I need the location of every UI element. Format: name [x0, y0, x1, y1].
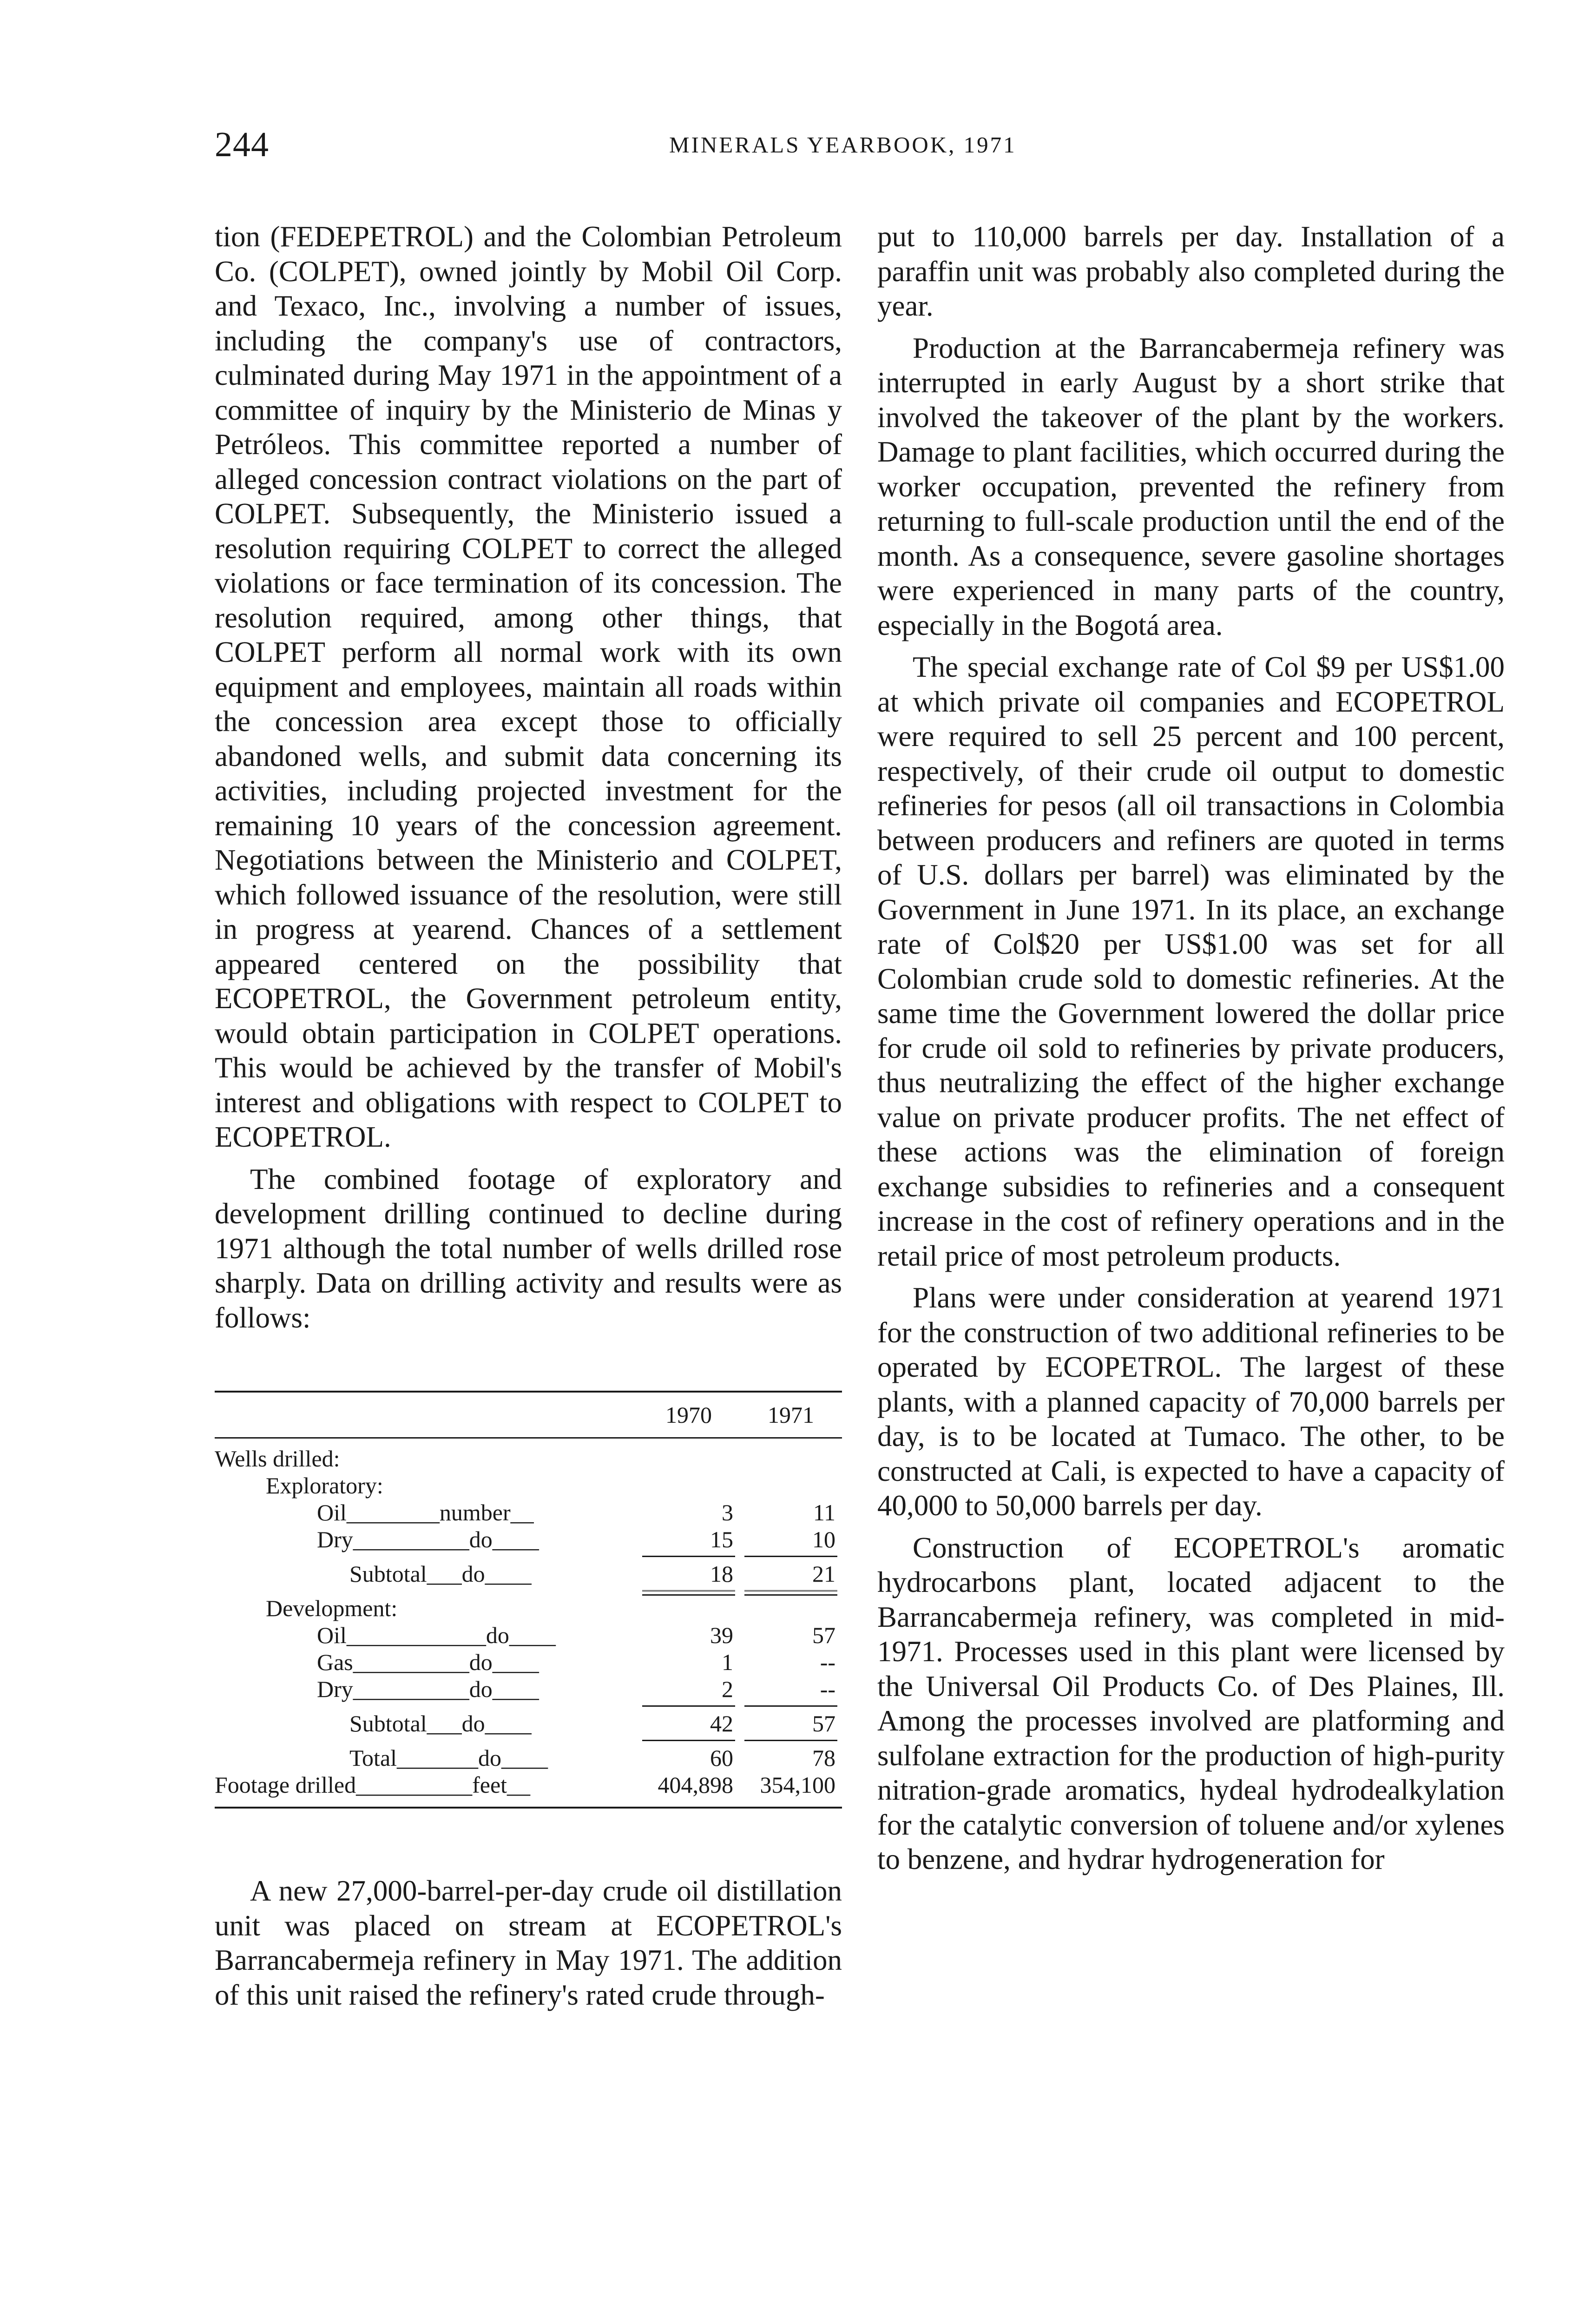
- row-label: Development:: [266, 1595, 398, 1621]
- cell-1970: 18: [710, 1561, 733, 1587]
- row-label: Oil____________do____: [317, 1622, 556, 1648]
- page-number: 244: [215, 125, 269, 164]
- cell-1971: --: [820, 1676, 835, 1702]
- cell-1970: 39: [710, 1622, 733, 1648]
- table-row: [215, 1771, 842, 1798]
- row-label: Exploratory:: [266, 1472, 383, 1499]
- row-label: Dry__________do____: [317, 1676, 539, 1702]
- cell-1970: 2: [722, 1676, 733, 1702]
- cell-1971: 354,100: [760, 1772, 835, 1798]
- row-label: Oil________number__: [317, 1499, 534, 1525]
- table-row: [215, 1445, 842, 1472]
- cell-1971: 21: [812, 1561, 835, 1587]
- column-header-1971: 1971: [768, 1402, 814, 1428]
- row-label: Footage drilled__________feet__: [215, 1772, 531, 1798]
- table-row: [215, 1744, 842, 1771]
- cell-1971: 78: [812, 1745, 835, 1771]
- table-row: [215, 1526, 842, 1553]
- table-row: [215, 1595, 842, 1622]
- right-column: [877, 219, 1505, 1884]
- table-row: [215, 1560, 842, 1587]
- table-row: [215, 1710, 842, 1737]
- left-column: [215, 219, 842, 2020]
- cell-1970: 404,898: [658, 1772, 733, 1798]
- cell-1970: 60: [710, 1745, 733, 1771]
- row-label: Gas__________do____: [317, 1649, 539, 1675]
- table-bottom-rule: [215, 1807, 842, 1809]
- table-row: [215, 1472, 842, 1499]
- cell-1970: 15: [710, 1526, 733, 1552]
- running-title: MINERALS YEARBOOK, 1971: [669, 132, 1017, 158]
- right-paragraph-2: Production at the Barrancabermeja refinery was interrupted in early August by a short strike that involved the takeover of the plant by the workers. Damage to plant facilities, which occurred during the worker occupation, prevented the refinery from returning to full-scale production until the end of the month. As a consequence, severe gasoline shortages were experienced in many parts of the country, especially in the Bogotá area.: [877, 331, 1505, 641]
- right-paragraph-3: The special exchange rate of Col $9 per US$1.00 at which private oil companies and ECOPETROL were required to sell 25 percent and 100 percent, respectively, of their crude oil output to domestic refineries for pesos (all oil transactions in Colombia between producers and refiners are quoted in terms of U.S. dollars per barrel) was eliminated by the Government in June 1971. In its place, an exchange rate of Col$20 per US$1.00 was set for all Colombian crude sold to domestic refineries. At the same time the Government lowered the dollar price for crude oil sold to refineries by private producers, thus neutralizing the effect of the higher exchange value on private producer profits. The net effect of these actions was the elimination of foreign exchange subsidies to refineries and a consequent increase in the cost of refinery operations and in the retail price of most petroleum products.: [877, 651, 1505, 1272]
- cell-1970: 1: [722, 1649, 733, 1675]
- table-row: [215, 1499, 842, 1526]
- right-paragraph-5: Construction of ECOPETROL's aromatic hydrocarbons plant, located adjacent to the Barrancabermeja refinery, was completed in mid-1971. Processes used in this plant were licensed by the Universal Oil Products Co. of Des Plaines, Ill. Among the processes involved are platforming and sulfolane extraction for the production of high-purity nitration-grade aromatics, hydeal hydrodealkylation for the catalytic conversion of toluene and/or xylenes to benzene, and hydrar hydrogeneration for: [877, 1531, 1505, 1875]
- table-row: [215, 1649, 842, 1676]
- table-header-row: [215, 1393, 842, 1437]
- left-paragraph-2: The combined footage of exploratory and development drilling continued to decline during 1971 although the total number of wells drilled rose sharply. Data on drilling activity and results were as follows:: [215, 1162, 842, 1334]
- left-paragraph-3: A new 27,000-barrel-per-day crude oil distillation unit was placed on stream at ECOPETROL's Barrancabermeja refinery in May 1971. The addition of this unit raised the refinery's rated crude through-: [215, 1875, 842, 2011]
- subtotal-double-rule: [215, 1587, 842, 1595]
- row-label: Subtotal___do____: [349, 1710, 532, 1736]
- cell-1970: 42: [710, 1710, 733, 1736]
- row-label: Dry__________do____: [317, 1526, 539, 1552]
- row-label: Subtotal___do____: [349, 1561, 532, 1587]
- right-paragraph-1: put to 110,000 barrels per day. Installation of a paraffin unit was probably also completed during the year.: [877, 220, 1505, 322]
- row-label: Total_______do____: [349, 1745, 548, 1771]
- cell-1971: 57: [812, 1622, 835, 1648]
- right-paragraph-4: Plans were under consideration at yearend 1971 for the construction of two additional refineries to be operated by ECOPETROL. The largest of these plants, with a planned capacity of 70,000 barrels per day, is to be located at Tumaco. The other, to be constructed at Cali, is expected to have a capacity of 40,000 to 50,000 barrels per day.: [877, 1281, 1505, 1522]
- table-row: [215, 1676, 842, 1703]
- column-header-1970: 1970: [665, 1402, 712, 1428]
- cell-1970: 3: [722, 1499, 733, 1525]
- subtotal-rule: [215, 1703, 842, 1710]
- drilling-table: [215, 1391, 842, 1809]
- total-rule: [215, 1737, 842, 1744]
- subtotal-rule: [215, 1553, 842, 1560]
- cell-1971: 11: [813, 1499, 835, 1525]
- left-paragraph-1: tion (FEDEPETROL) and the Colombian Petroleum Co. (COLPET), owned jointly by Mobil Oil Corp. and Texaco, Inc., involving a number of issues, including the company's use of contractors, culminated during May 1971 in the appointment of a committee of inquiry by the Ministerio de Minas y Petróleos. This committee reported a number of alleged concession contract violations on the part of COLPET. Subsequently, the Ministerio issued a resolution requiring COLPET to correct the alleged violations or face termination of its concession. The resolution required, among other things, that COLPET perform all normal work with its own equipment and employees, maintain all roads within the concession area except those to officially abandoned wells, and submit data concerning its activities, including projected investment for the remaining 10 years of the concession agreement. Negotiations between the Ministerio and COLPET, which followed issuance of the resolution, were still in progress at yearend. Chances of a settlement appeared centered on the possibility that ECOPETROL, the Government petroleum entity, would obtain participation in COLPET operations. This would be achieved by the transfer of Mobil's interest and obligations with respect to COLPET to ECOPETROL.: [215, 220, 842, 1153]
- row-label: Wells drilled:: [215, 1446, 340, 1472]
- cell-1971: 10: [812, 1526, 835, 1552]
- table-header-rule: [215, 1437, 842, 1439]
- table-row: [215, 1622, 842, 1649]
- cell-1971: --: [820, 1649, 835, 1675]
- cell-1971: 57: [812, 1710, 835, 1736]
